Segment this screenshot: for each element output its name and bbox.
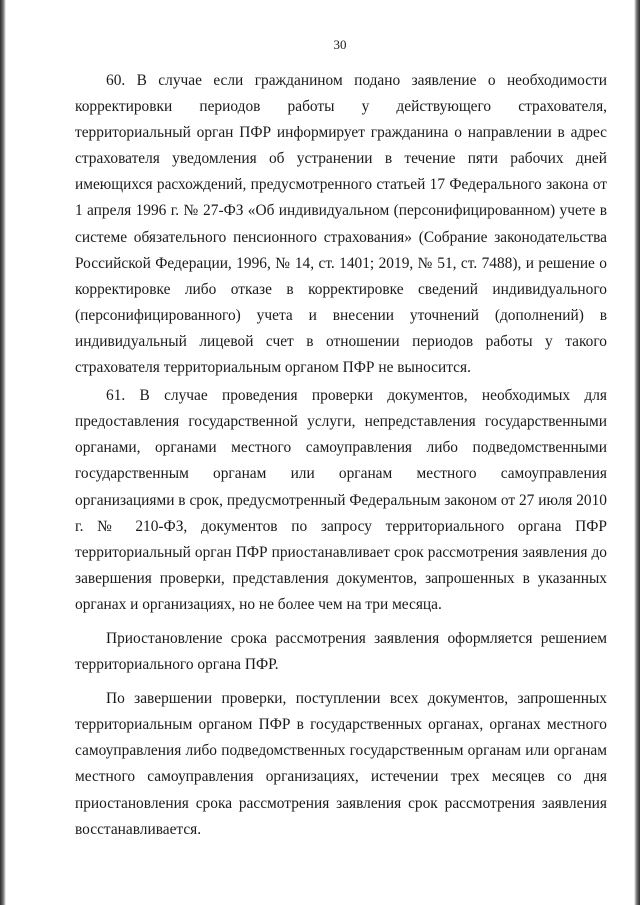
paragraph-61: 61. В случае проведения проверки документов, необходимых для предоставления государственной услуги, непредставления государственными органами, органами местного самоуправления либо подведомственными государственным органам или органам местного самоуправления организациями в срок, предусмотренный Федеральным законом от 27 июля 2010 г. № 210-ФЗ, документов по запросу территориального органа ПФР территориальный орган ПФР приостанавливает срок рассмотрения заявления до завершения проверки, представления документов, запрошенных в указанных органах и организациях, но не более чем на три месяца.: [75, 387, 607, 613]
scan-edge-right: [634, 0, 640, 905]
page-number: 30: [333, 37, 347, 52]
paragraph-suspension: Приостановление срока рассмотрения заявления оформляется решением территориального органа ПФР.: [75, 629, 607, 674]
scan-edge-left: [0, 0, 6, 905]
paragraph-60: 60. В случае если гражданином подано заявление о необходимости корректировки периодов работы у действующего страхователя, территориальный орган ПФР информирует гражданина о направлении в адрес страхователя уведомления об устранении в течение пяти рабочих дней имеющихся расхождений, предусмотренного статьей 17 Федерального закона от 1 апреля 1996 г. № 27-ФЗ «Об индивидуальном (персонифицированном) учете в системе обязательного пенсионного страхования» (Собрание законодательства Российской Федерации, 1996, № 14, ст. 1401; 2019, № 51, ст. 7488), и решение о корректировке либо отказе в корректировке сведений индивидуального (персонифицированного) учета и внесении уточнений (дополнений) в индивидуальный лицевой счет в отношении периодов работы у такого страхователя территориальным органом ПФР не выносится.: [75, 72, 607, 377]
paragraph-restoration: По завершении проверки, поступлении всех документов, запрошенных территориальным органом ПФР в государственных органах, органах местного самоуправления либо подведомственных государственным органам или органам местного самоуправления организациях, истечении трех месяцев со дня приостановления срока рассмотрения заявления срок рассмотрения заявления восстанавливается.: [75, 690, 607, 838]
document-body: [75, 68, 607, 845]
